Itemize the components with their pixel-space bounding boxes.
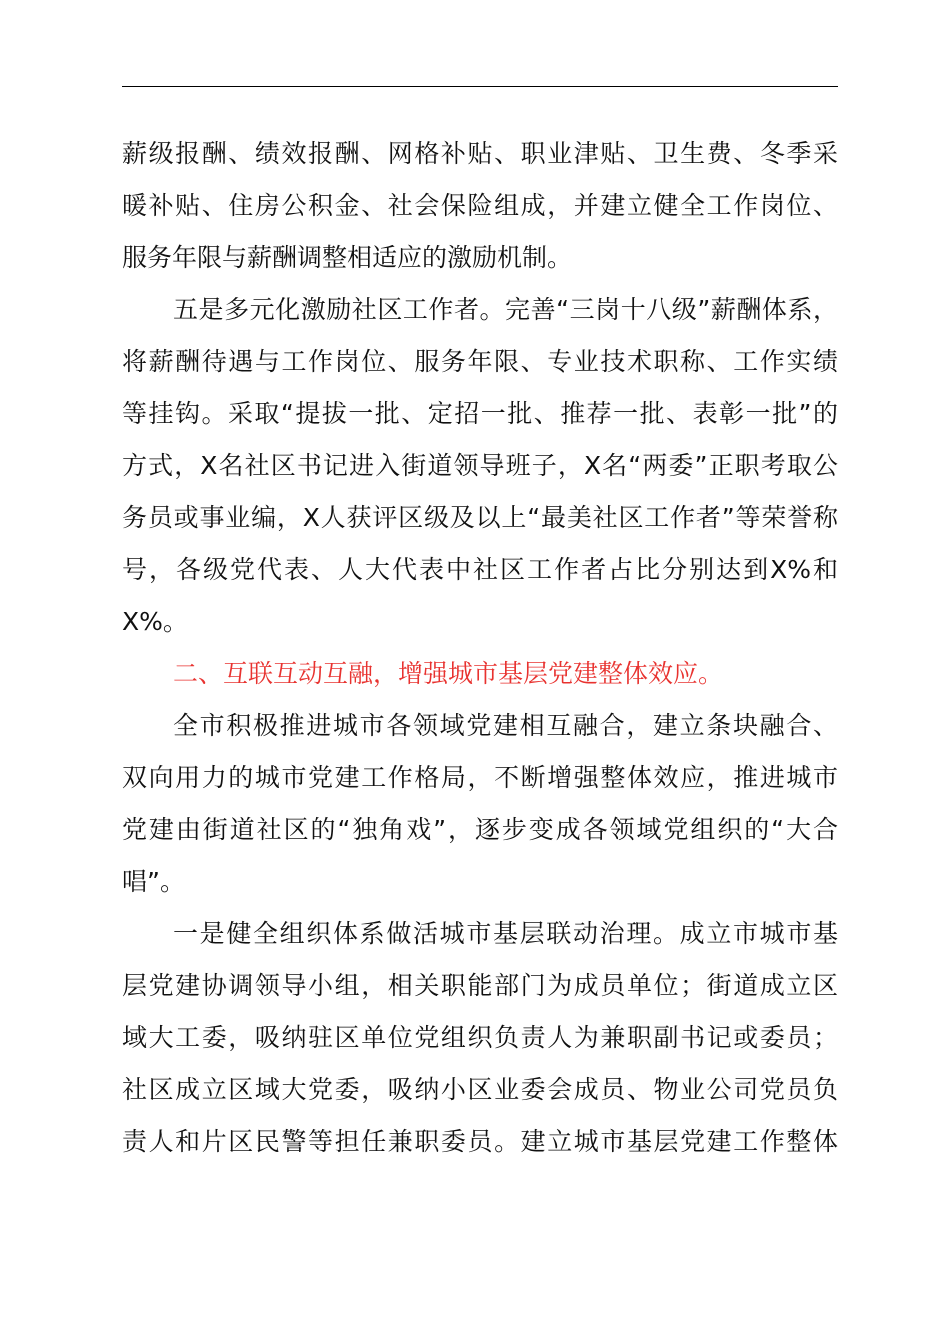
body-line: 服务年限与薪酬调整相适应的激励机制。 bbox=[122, 243, 573, 272]
header-rule bbox=[122, 86, 838, 87]
body-line: 号，各级党代表、人大代表中社区工作者占比分别达到X%和 bbox=[122, 555, 838, 584]
body-line: X%。 bbox=[122, 607, 188, 636]
body-line: 将薪酬待遇与工作岗位、服务年限、专业技术职称、工作实绩 bbox=[122, 347, 838, 376]
section-heading: 二、互联互动互融，增强城市基层党建整体效应。 bbox=[173, 659, 724, 688]
body-line: 全市积极推进城市各领域党建相互融合，建立条块融合、 bbox=[173, 711, 838, 740]
body-line: 暖补贴、住房公积金、社会保险组成，并建立健全工作岗位、 bbox=[122, 191, 838, 220]
document-body bbox=[122, 128, 838, 1168]
body-line: 双向用力的城市党建工作格局，不断增强整体效应，推进城市 bbox=[122, 763, 838, 792]
body-line: 方式，X名社区书记进入街道领导班子，X名“两委”正职考取公 bbox=[122, 451, 838, 480]
body-line: 务员或事业编，X人获评区级及以上“最美社区工作者”等荣誉称 bbox=[122, 503, 838, 532]
body-line: 薪级报酬、绩效报酬、网格补贴、职业津贴、卫生费、冬季采 bbox=[122, 139, 838, 168]
body-line: 域大工委，吸纳驻区单位党组织负责人为兼职副书记或委员； bbox=[122, 1023, 838, 1052]
body-line: 社区成立区域大党委，吸纳小区业委会成员、物业公司党员负 bbox=[122, 1075, 838, 1104]
body-line: 层党建协调领导小组，相关职能部门为成员单位；街道成立区 bbox=[122, 971, 838, 1000]
body-line: 党建由街道社区的“独角戏”，逐步变成各领域党组织的“大合 bbox=[122, 815, 838, 844]
body-line: 责人和片区民警等担任兼职委员。建立城市基层党建工作整体 bbox=[122, 1127, 838, 1156]
body-line: 五是多元化激励社区工作者。完善“三岗十八级”薪酬体系， bbox=[173, 295, 838, 324]
body-line: 等挂钩。采取“提拔一批、定招一批、推荐一批、表彰一批”的 bbox=[122, 399, 838, 428]
body-line: 一是健全组织体系做活城市基层联动治理。成立市城市基 bbox=[173, 919, 838, 948]
body-line: 唱”。 bbox=[122, 867, 185, 896]
